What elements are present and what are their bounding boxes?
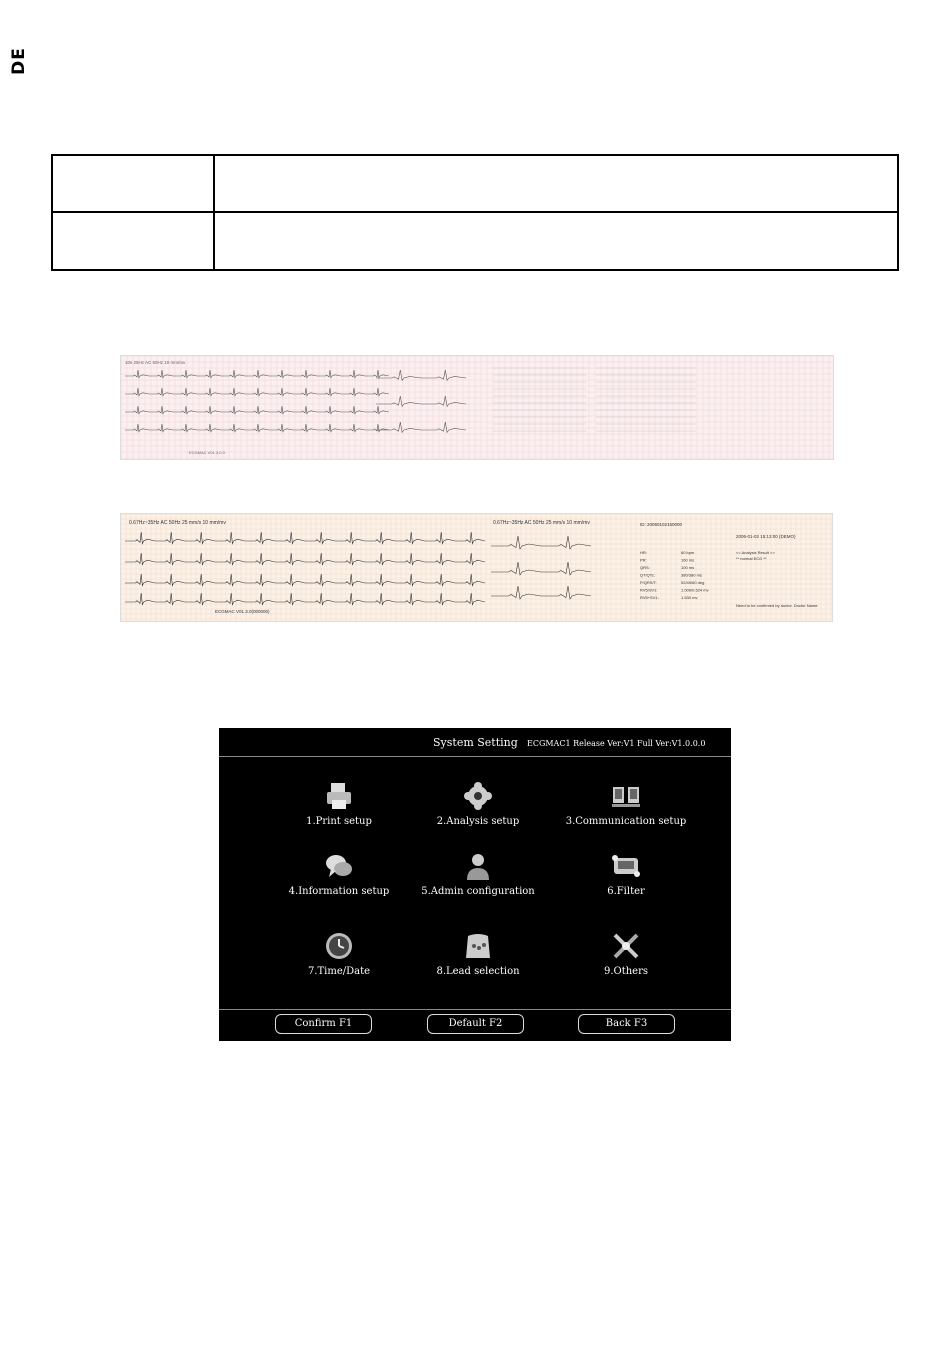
ecg-doctor-note: Need to be confirmed by doctor. Doctor Name: bbox=[736, 603, 819, 608]
ecg-printout-2 bbox=[120, 513, 833, 622]
menu-admin-configuration[interactable] bbox=[408, 850, 548, 910]
measure-value: 380/380 ms bbox=[681, 572, 702, 578]
menu-lead-selection[interactable] bbox=[408, 930, 548, 990]
ecg-analysis-title: << Analysis Result >> bbox=[736, 550, 775, 555]
measure-value: 1.006/0.524 mv bbox=[681, 587, 709, 593]
measure-value: 52/45/60 deg bbox=[681, 580, 705, 585]
menu-others[interactable] bbox=[556, 930, 696, 990]
measure-label: PR: bbox=[640, 557, 647, 563]
measure-label: P/QRS/T: bbox=[640, 580, 657, 585]
title-bar bbox=[219, 728, 731, 757]
language-tag-label: DE bbox=[9, 47, 30, 75]
info-table-cell bbox=[53, 156, 215, 213]
version-text: ECGMAC1 Release Ver:V1 Full Ver:V1.0.0.0 bbox=[527, 739, 706, 748]
ecg-trace bbox=[376, 422, 421, 432]
chat-bubbles-icon bbox=[323, 850, 355, 882]
ecg-grid bbox=[121, 356, 833, 459]
measure-value: 100 ms bbox=[681, 565, 695, 570]
menu-label: 7.Time/Date bbox=[307, 966, 371, 977]
ecg-datetime-text: 2006-01-02 15:13:00 (DEMO) bbox=[736, 534, 796, 539]
menu-filter[interactable] bbox=[556, 850, 696, 910]
menu-analysis-setup[interactable] bbox=[408, 780, 548, 840]
ecg-trace bbox=[421, 370, 466, 380]
ecg-footer-text: ECGMAC V01.3.0.0 bbox=[189, 450, 225, 455]
info-table bbox=[51, 154, 899, 271]
torso-icon bbox=[462, 930, 494, 962]
menu-label: 2.Analysis setup bbox=[436, 816, 520, 827]
measure-label: HR: bbox=[640, 550, 647, 555]
measure-value: 160 ms bbox=[681, 557, 695, 563]
ecg-measurement-table bbox=[493, 368, 696, 431]
menu-label: 1.Print setup bbox=[306, 816, 372, 827]
info-table-cell bbox=[215, 156, 897, 213]
gear-icon bbox=[462, 780, 494, 812]
menu-label: 5.Admin configuration bbox=[421, 886, 535, 897]
ecg-measurements bbox=[640, 550, 709, 600]
ecg-header-text: 10s 25Hz AC 50Hz 10 mm/mv bbox=[125, 360, 186, 365]
info-table-cell bbox=[215, 213, 897, 270]
menu-label: 4.Information setup bbox=[288, 886, 390, 897]
ecg-printout-1-graphic bbox=[121, 356, 833, 459]
ecg-trace bbox=[421, 422, 466, 432]
measure-value: 1.530 mv bbox=[681, 595, 698, 600]
admin-person-icon bbox=[462, 850, 494, 882]
ecg-printout-2-graphic bbox=[121, 514, 832, 621]
menu-print-setup[interactable] bbox=[269, 780, 409, 840]
confirm-button[interactable]: Confirm F1 bbox=[275, 1014, 372, 1034]
ecg-header-text-right: 0.67Hz~35Hz AC 50Hz 25 mm/s 10 mm/mv bbox=[493, 520, 590, 526]
default-button[interactable]: Default F2 bbox=[427, 1014, 524, 1034]
ecg-header-text: 0.67Hz~35Hz AC 50Hz 25 mm/s 10 mm/mv bbox=[129, 520, 226, 526]
info-table-cell bbox=[53, 213, 215, 270]
menu-label: 9.Others bbox=[603, 966, 649, 977]
printer-icon bbox=[323, 780, 355, 812]
clock-icon bbox=[323, 930, 355, 962]
filter-device-icon bbox=[610, 850, 642, 882]
ecg-analysis-line: ** normal ECG ** bbox=[736, 556, 767, 561]
measure-label: QT/QTc: bbox=[640, 572, 655, 578]
measure-value: 60 bpm bbox=[681, 550, 695, 555]
ecg-id-text: ID: 20060102150000 bbox=[640, 522, 683, 527]
menu-information-setup[interactable] bbox=[269, 850, 409, 910]
language-tag bbox=[6, 44, 32, 78]
screen-title: System Setting bbox=[433, 736, 518, 749]
computers-icon bbox=[610, 780, 642, 812]
menu-label: 3.Communication setup bbox=[565, 816, 687, 827]
ecg-trace bbox=[376, 396, 421, 406]
back-button[interactable]: Back F3 bbox=[578, 1014, 675, 1034]
measure-label: RV5+SV1: bbox=[640, 595, 659, 600]
menu-label: 6.Filter bbox=[607, 886, 645, 897]
ecg-trace bbox=[421, 396, 466, 406]
tools-icon bbox=[610, 930, 642, 962]
ecg-footer-text: ECGMAC V01.3.0(000000) bbox=[215, 609, 270, 614]
menu-label: 8.Lead selection bbox=[436, 966, 520, 977]
function-key-bar bbox=[219, 1009, 731, 1042]
measure-label: QRS: bbox=[640, 565, 650, 570]
ecg-grid bbox=[121, 514, 832, 621]
measure-label: RV5/SV1: bbox=[640, 587, 658, 593]
ecg-printout-1 bbox=[120, 355, 834, 460]
system-setting-screen bbox=[219, 728, 731, 1041]
menu-time-date[interactable] bbox=[269, 930, 409, 990]
menu-communication-setup[interactable] bbox=[556, 780, 696, 840]
